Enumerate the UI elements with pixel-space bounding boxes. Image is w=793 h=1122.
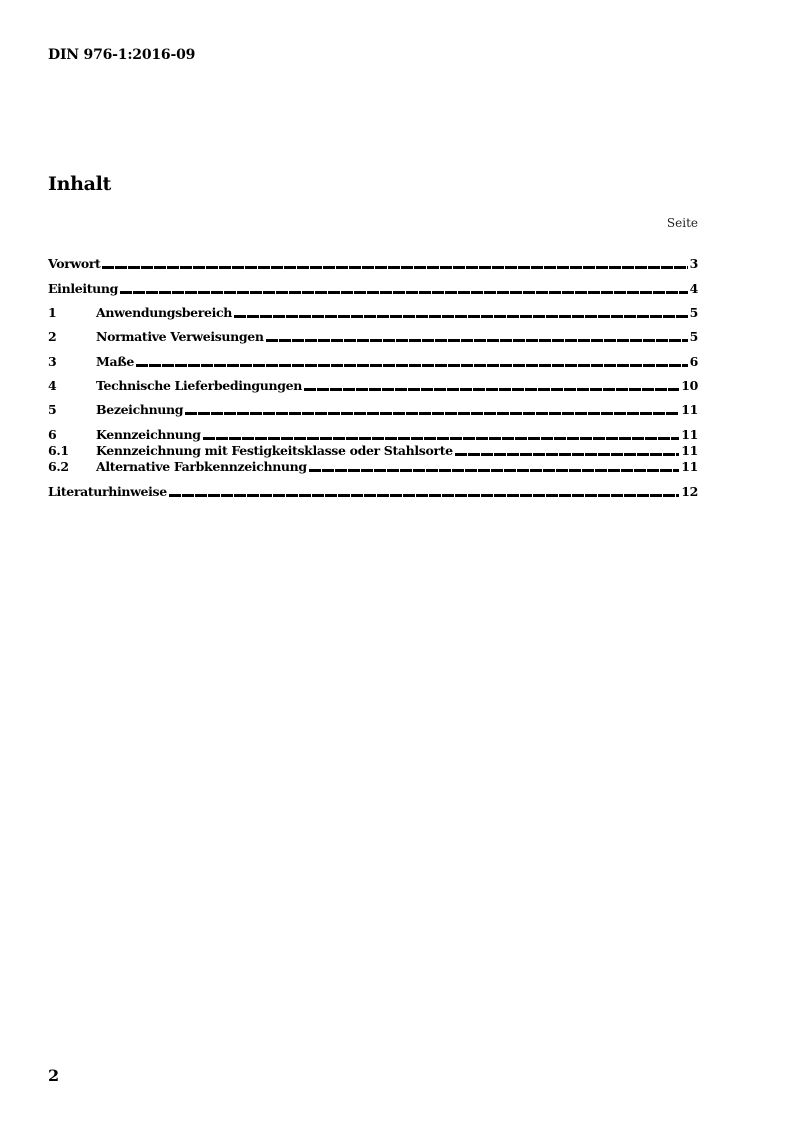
toc-leader — [304, 388, 679, 391]
toc-entry-6[interactable] — [48, 427, 698, 443]
toc-entry-title: Anwendungsbereich — [96, 305, 233, 320]
toc-entry-3[interactable] — [48, 354, 698, 370]
toc-entry-4[interactable] — [48, 378, 698, 394]
toc-entry-einleitung[interactable] — [48, 281, 698, 297]
toc-entry-page: 11 — [681, 402, 698, 417]
toc-leader — [234, 315, 688, 318]
toc-entry-number: 5 — [48, 402, 57, 417]
toc-entry-page: 12 — [681, 484, 698, 499]
toc-leader — [169, 494, 679, 497]
toc-entry-vorwort[interactable] — [48, 256, 698, 272]
toc-heading: Inhalt — [48, 173, 112, 195]
document-id: DIN 976-1:2016-09 — [48, 47, 196, 63]
toc-entry-2[interactable] — [48, 329, 698, 345]
toc-entry-number: 3 — [48, 354, 57, 369]
toc-leader — [120, 291, 688, 294]
toc-entry-number: 1 — [48, 305, 57, 320]
toc-entry-5[interactable] — [48, 402, 698, 418]
toc-entry-6-2[interactable] — [48, 459, 698, 475]
page-number: 2 — [48, 1066, 60, 1085]
toc-leader — [455, 453, 680, 456]
toc-entry-title: Technische Lieferbedingungen — [96, 378, 302, 393]
toc-entry-number: 6.1 — [48, 443, 69, 458]
toc-entry-page: 5 — [689, 305, 698, 320]
toc-entry-page: 3 — [689, 256, 698, 271]
toc-entry-title: Literaturhinweise — [48, 484, 167, 499]
toc-entry-page: 11 — [681, 459, 698, 474]
toc-leader — [102, 266, 687, 269]
toc-entry-number: 6 — [48, 427, 57, 442]
toc-leader — [266, 339, 688, 342]
toc-entry-title: Vorwort — [48, 256, 101, 271]
toc-entry-number: 4 — [48, 378, 57, 393]
toc-entry-title: Maße — [96, 354, 134, 369]
toc-entry-page: 6 — [689, 354, 698, 369]
toc-entry-page: 10 — [681, 378, 698, 393]
toc-leader — [203, 437, 680, 440]
page-column-label: Seite — [666, 216, 698, 230]
toc-entry-title: Kennzeichnung mit Festigkeitsklasse oder Stahlsorte — [96, 443, 453, 458]
toc-entry-title: Kennzeichnung — [96, 427, 201, 442]
toc-entry-literaturhinweise[interactable] — [48, 484, 698, 500]
toc-entry-page: 5 — [689, 329, 698, 344]
toc-entry-title: Normative Verweisungen — [96, 329, 264, 344]
toc-entry-title: Einleitung — [48, 281, 119, 296]
toc-entry-title: Bezeichnung — [96, 402, 184, 417]
toc-leader — [309, 469, 679, 472]
toc-entry-page: 11 — [681, 443, 698, 458]
toc-entry-1[interactable] — [48, 305, 698, 321]
toc-leader — [136, 364, 688, 367]
toc-entry-title: Alternative Farbkennzeichnung — [96, 459, 307, 474]
toc-leader — [185, 412, 679, 415]
toc-entry-number: 2 — [48, 329, 57, 344]
toc-entry-number: 6.2 — [48, 459, 69, 474]
toc-entry-page: 11 — [681, 427, 698, 442]
toc-entry-6-1[interactable] — [48, 443, 698, 459]
toc-entry-page: 4 — [689, 281, 698, 296]
